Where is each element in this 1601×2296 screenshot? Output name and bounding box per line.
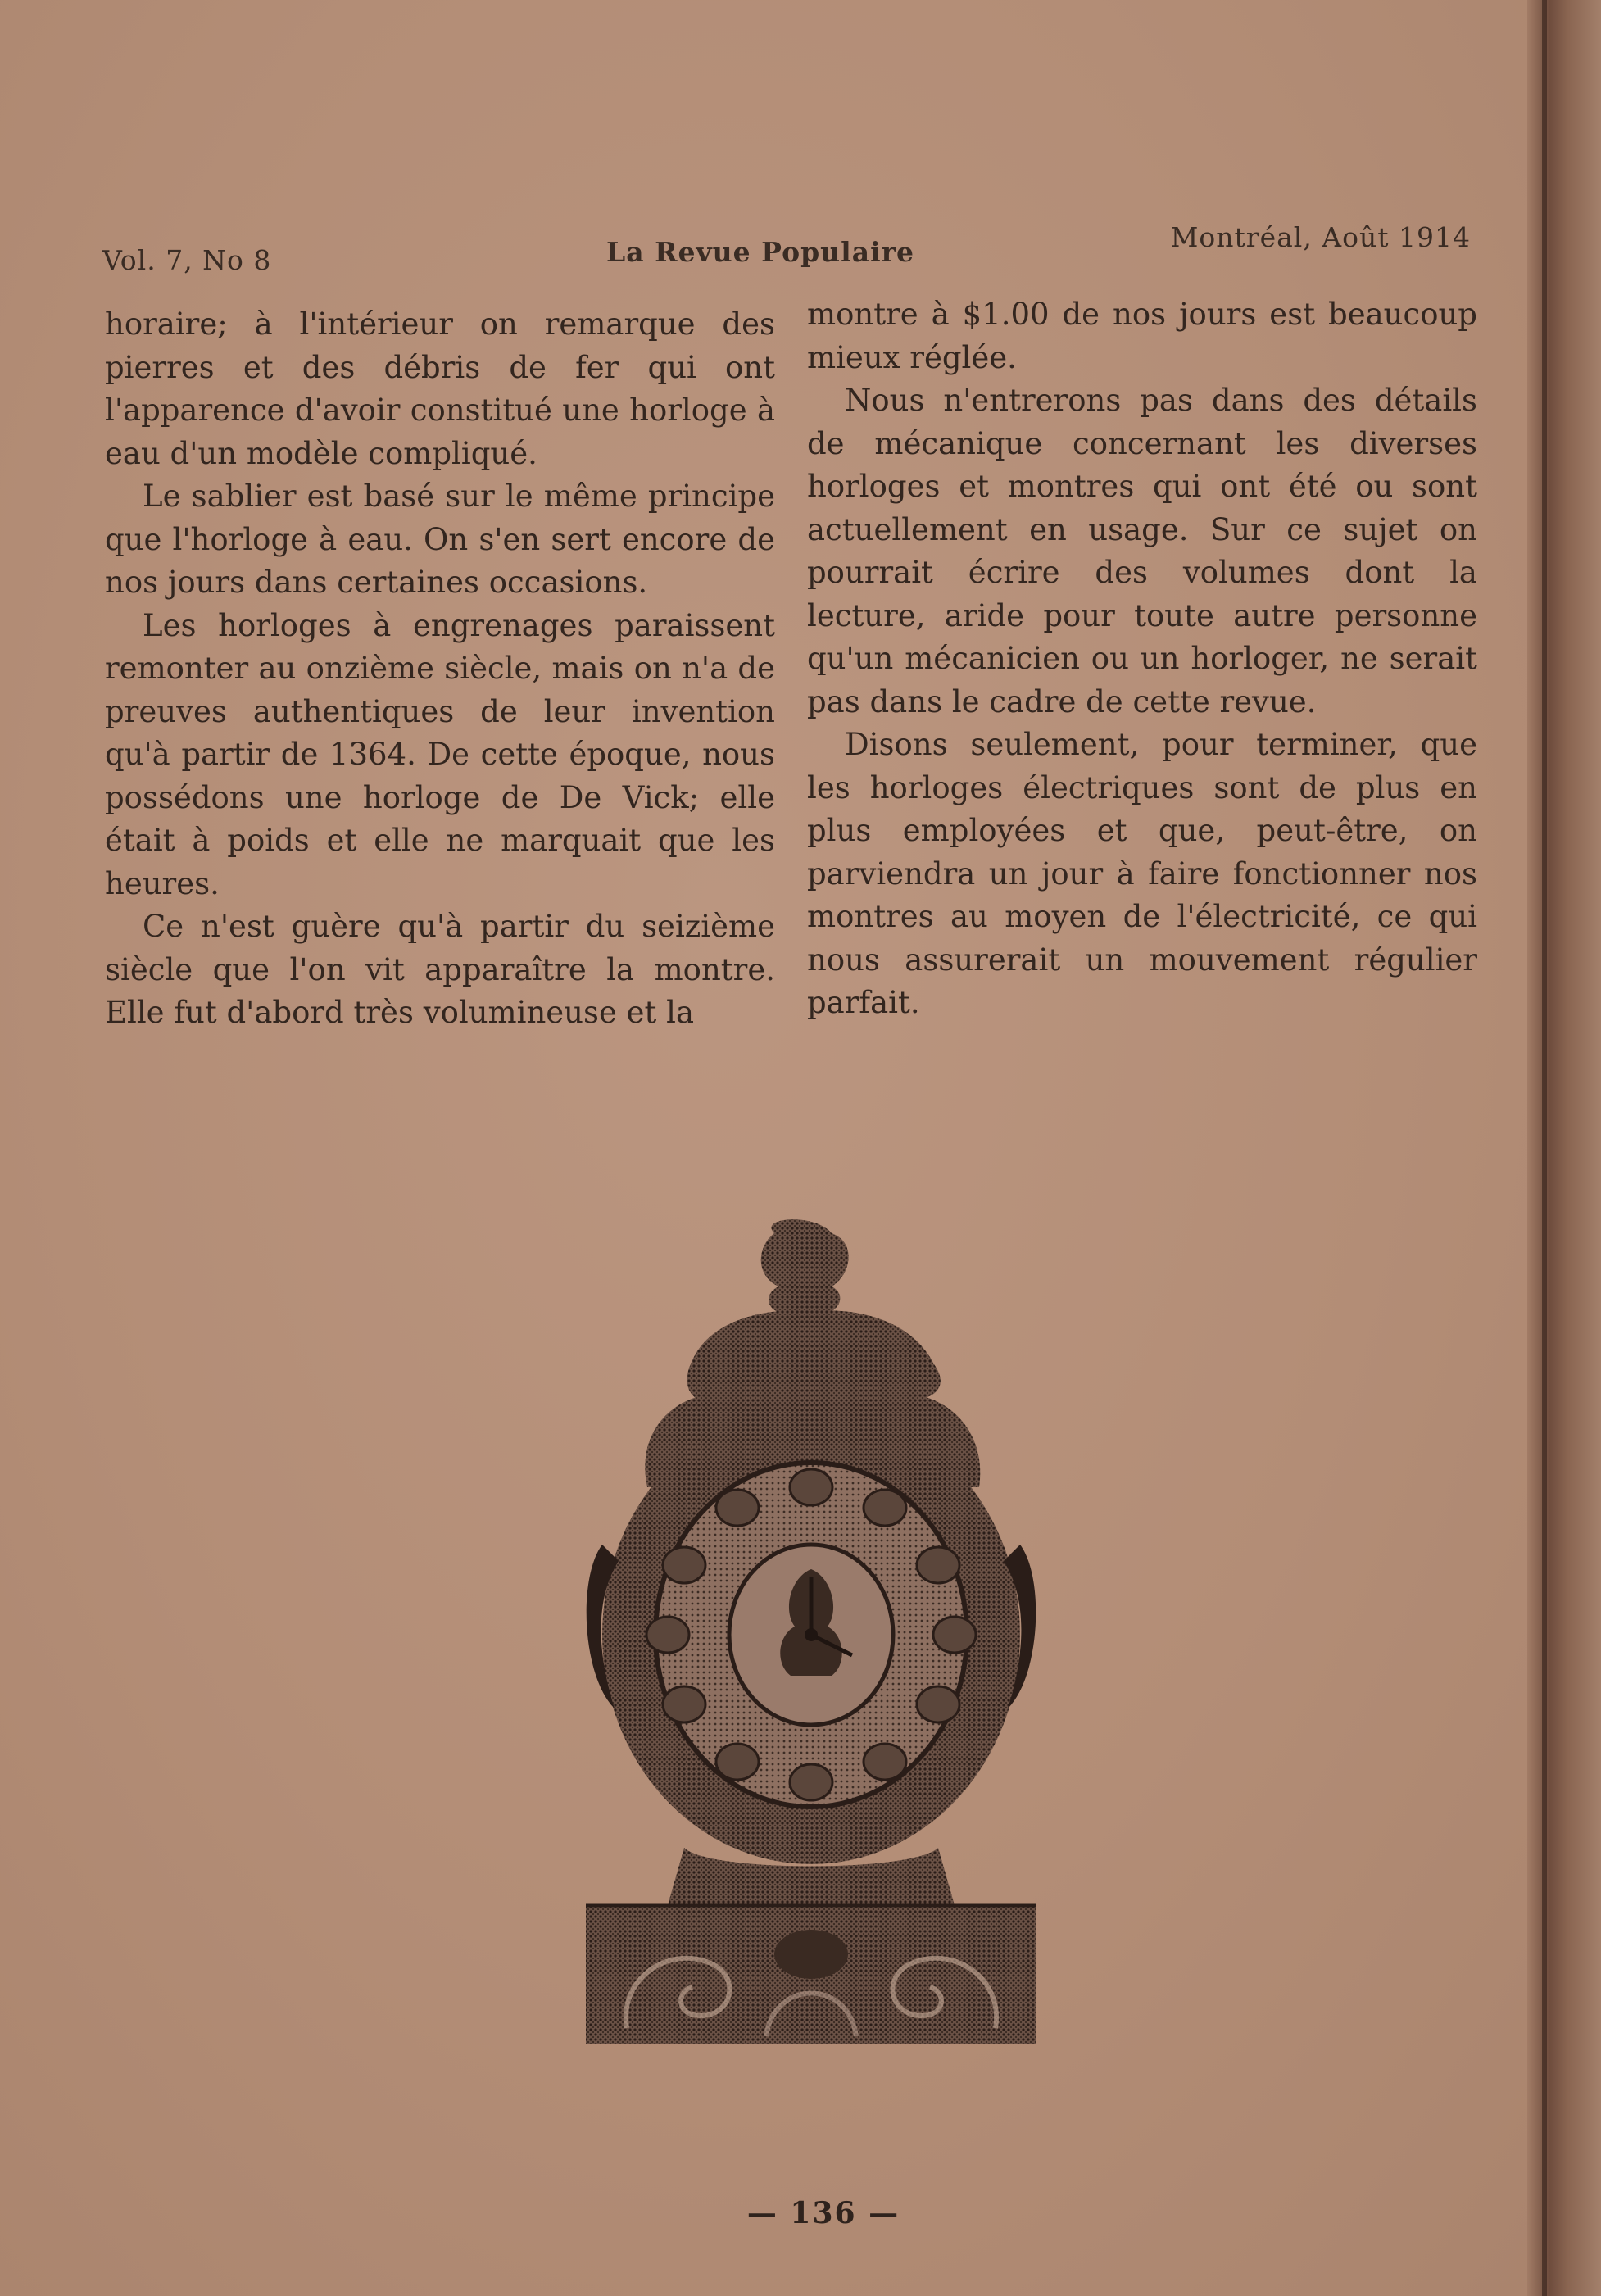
- publication-title: La Revue Populaire: [606, 236, 914, 268]
- paragraph: Disons seulement, pour terminer, que les horloges électriques sont de plus en plus employées et que, peut-être, on parviendra un jour à faire fonctionner nos montres au moyen de l'électricité, ce qui nous assurerait un mouvement régulier parfait.: [807, 727, 1477, 1020]
- place-date: Montréal, Août 1914: [1170, 221, 1471, 253]
- right-column: [807, 293, 1477, 1025]
- volume-label: Vol. 7, No 8: [102, 244, 272, 276]
- ornate-clock-icon: [569, 1217, 1053, 2049]
- page-gutter: [1527, 0, 1601, 2296]
- paragraph: Le sablier est basé sur le même principe que l'horloge à eau. On s'en sert encore de nos jours dans certaines occasions.: [105, 479, 775, 600]
- running-head: [102, 220, 1471, 276]
- paragraph: Ce n'est guère qu'à partir du seizième siècle que l'on vit apparaître la montre. Elle fut d'abord très volumineuse et la: [105, 909, 775, 1030]
- paragraph: horaire; à l'intérieur on remarque des pierres et des débris de fer qui ont l'apparence d'avoir constitué une horloge à eau d'un modèle compliqué.: [105, 306, 775, 471]
- page-number: — 136 —: [746, 2196, 900, 2230]
- binding-edge: [1542, 0, 1547, 2296]
- paragraph: Les horloges à engrenages paraissent remonter au onzième siècle, mais on n'a de preuves authentiques de leur invention qu'à partir de 1364. De cette époque, nous possédons une horloge de De Vick; elle était à poids et elle ne marquait que les heures.: [105, 607, 775, 901]
- paragraph: montre à $1.00 de nos jours est beaucoup mieux réglée.: [807, 297, 1477, 375]
- paragraph: Nous n'entrerons pas dans des détails de mécanique concernant les diverses horloges et montres qui ont été ou sont actuellement en usage. Sur ce sujet on pourrait écrire des volumes dont la lecture, aride pour toute autre personne qu'un mécanicien ou un horloger, ne serait pas dans le cadre de cette revue.: [807, 383, 1477, 719]
- left-column: [105, 303, 775, 1035]
